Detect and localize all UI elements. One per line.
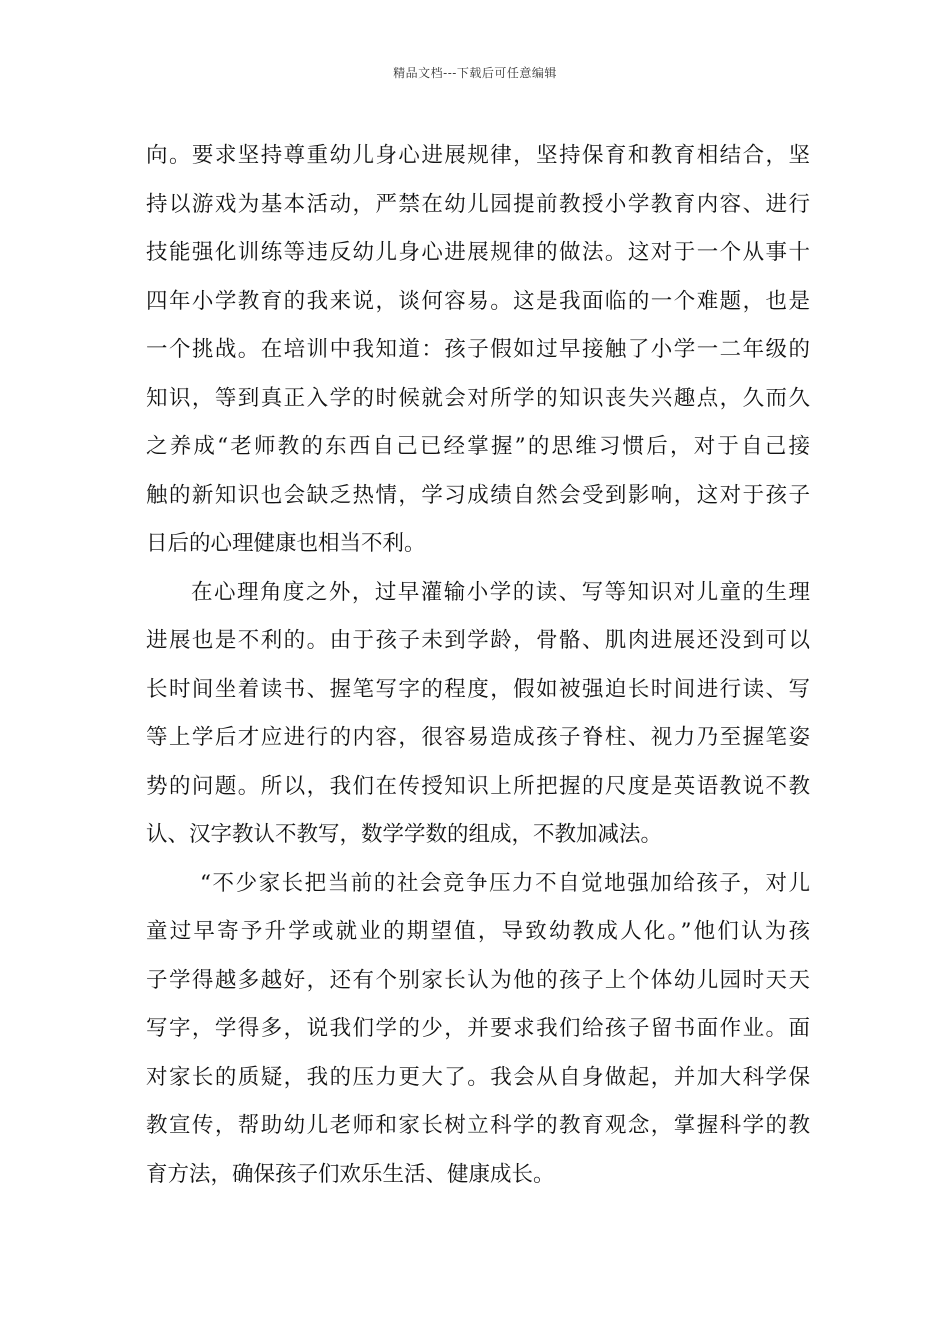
text-line: 认、汉字教认不教写，数学学数的组成，不教加减法。: [146, 822, 663, 847]
text-line: 知识，等到真正入学的时候就会对所学的知识丧失兴趣点，久而久: [146, 385, 810, 411]
text-line: 之养成“老师教的东西自己已经掌握”的思维习惯后，对于自己接: [146, 434, 810, 459]
text-line: 一个挑战。在培训中我知道：孩子假如过早接触了小学一二年级的: [146, 337, 810, 362]
text-line: 在心理角度之外，过早灌输小学的读、写等知识对儿童的生理: [191, 579, 810, 605]
running-header: 精品文档---下载后可任意编辑: [393, 66, 557, 80]
text-line: 教宣传，帮助幼儿老师和家长树立科学的教育观念，掌握科学的教: [146, 1113, 810, 1138]
text-line: 进展也是不利的。由于孩子未到学龄，骨骼、肌肉进展还没到可以: [146, 628, 810, 653]
text-line: 触的新知识也会缺乏热情，学习成绩自然会受到影响，这对于孩子: [146, 482, 810, 508]
text-line: 技能强化训练等违反幼儿身心进展规律的做法。这对于一个从事十: [146, 240, 810, 265]
text-line: 势的问题。所以，我们在传授知识上所把握的尺度是英语教说不教: [146, 773, 810, 799]
text-line: 等上学后才应进行的内容，很容易造成孩子脊柱、视力乃至握笔姿: [146, 725, 810, 750]
text-line: 育方法，确保孩子们欢乐生活、健康成长。: [146, 1161, 555, 1187]
text-line: 子学得越多越好，还有个别家长认为他的孩子上个体幼儿园时天天: [146, 967, 810, 993]
text-line: 持以游戏为基本活动，严禁在幼儿园提前教授小学教育内容、进行: [146, 191, 810, 217]
text-line: 长时间坐着读书、握笔写字的程度，假如被强迫长时间进行读、写: [146, 676, 810, 702]
text-line: 写字，学得多，说我们学的少，并要求我们给孩子留书面作业。面: [146, 1016, 810, 1041]
body-text: [146, 132, 810, 1199]
text-line: 对家长的质疑，我的压力更大了。我会从自身做起，并加大科学保: [146, 1064, 810, 1090]
text-line: 日后的心理健康也相当不利。: [146, 531, 426, 556]
text-line: “不少家长把当前的社会竞争压力不自觉地强加给孩子，对儿: [200, 870, 810, 896]
text-line: 四年小学教育的我来说，谈何容易。这是我面临的一个难题，也是: [146, 288, 810, 314]
text-line: 向。要求坚持尊重幼儿身心进展规律，坚持保育和教育相结合，坚: [146, 143, 810, 168]
text-line: 童过早寄予升学或就业的期望值，导致幼教成人化。”他们认为孩: [146, 919, 810, 944]
